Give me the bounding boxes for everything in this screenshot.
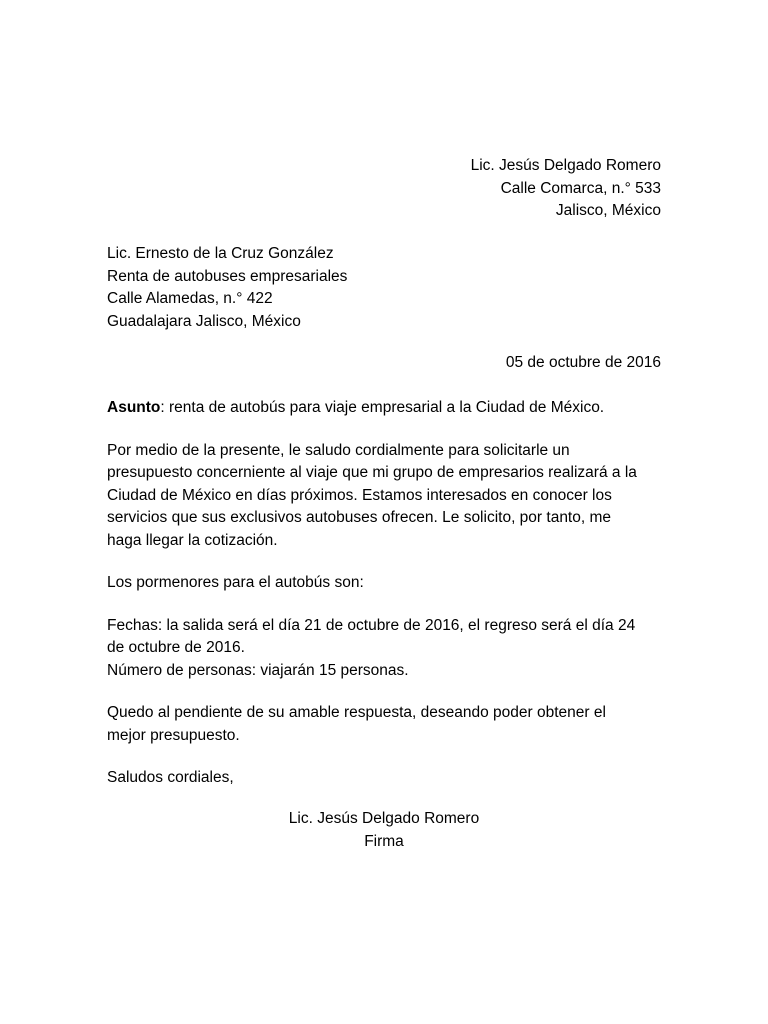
letter-date (506, 352, 661, 375)
sender-block (471, 155, 661, 223)
subject-text: : renta de autobús para viaje empresarial a la Ciudad de México. (160, 399, 605, 416)
details-intro-text: Los pormenores para el autobús son: (107, 574, 364, 591)
intro-line: Ciudad de México en días próximos. Estamos interesados en conocer los (107, 486, 612, 504)
details-line: Fechas: la salida será el día 21 de octubre de 2016, el regreso será el día 24 (107, 616, 636, 634)
recipient-name: Lic. Ernesto de la Cruz González (107, 245, 334, 262)
intro-line: haga llegar la cotización. (107, 531, 278, 549)
details-intro (107, 572, 667, 595)
details-line: Número de personas: viajarán 15 personas. (107, 661, 409, 679)
closing-paragraph (107, 702, 667, 747)
signature-block (0, 808, 768, 853)
date-text: 05 de octubre de 2016 (505, 354, 661, 371)
intro-line: servicios que sus exclusivos autobuses ofrecen. Le solicito, por tanto, me (107, 509, 612, 526)
signature-label: Firma (364, 832, 404, 850)
farewell-paragraph (107, 767, 667, 790)
subject-label: Asunto (107, 399, 161, 416)
intro-paragraph (107, 440, 667, 553)
sender-region: Jalisco, México (555, 202, 661, 219)
intro-line: presupuesto concerniente al viaje que mi grupo de empresarios realizará a la (107, 464, 637, 481)
farewell-text: Saludos cordiales, (107, 769, 234, 786)
letter-body (107, 397, 667, 810)
details-paragraph (107, 615, 667, 683)
recipient-company: Renta de autobuses empresariales (107, 267, 348, 285)
closing-line: mejor presupuesto. (107, 726, 240, 744)
recipient-city: Guadalajara Jalisco, México (107, 312, 301, 330)
signature-name: Lic. Jesús Delgado Romero (288, 810, 480, 827)
recipient-address: Calle Alamedas, n.° 422 (107, 290, 273, 307)
sender-name: Lic. Jesús Delgado Romero (470, 157, 661, 174)
subject-line (107, 397, 667, 420)
recipient-block (107, 243, 347, 333)
closing-line: Quedo al pendiente de su amable respuesta, deseando poder obtener el (107, 704, 606, 721)
details-line: de octubre de 2016. (107, 639, 245, 656)
intro-line: Por medio de la presente, le saludo cordialmente para solicitarle un (107, 441, 570, 459)
sender-address: Calle Comarca, n.° 533 (500, 179, 661, 197)
